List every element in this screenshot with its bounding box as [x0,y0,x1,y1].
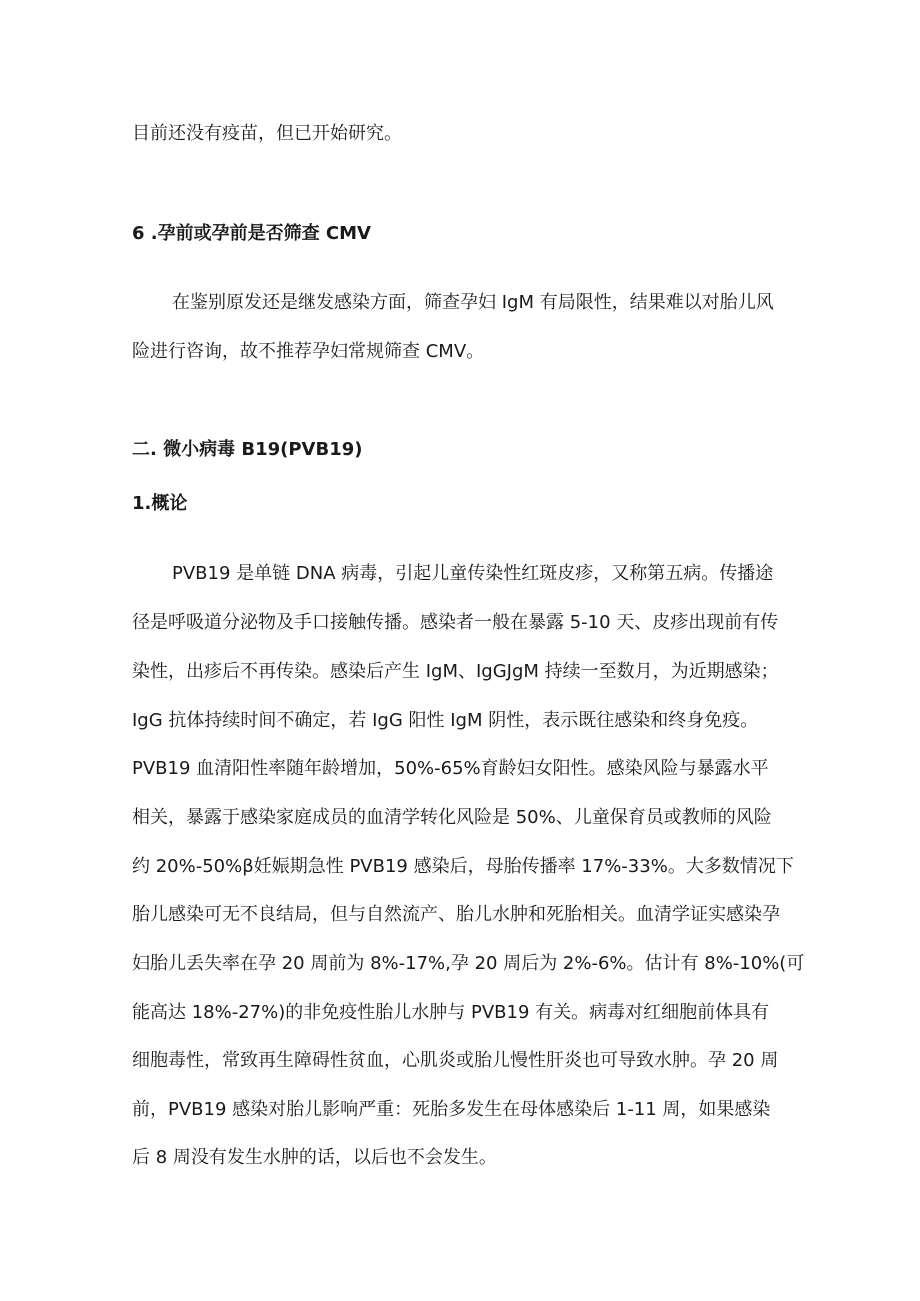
paragraph-line: 在鉴别原发还是继发感染方面，筛查孕妇 IgM 有局限性，结果难以对胎儿风 [172,292,774,313]
paragraph-line: 妇胎儿丢失率在孕 20 周前为 8%-17%,孕 20 周后为 2%-6%。估计有 8%-10%(可 [132,953,805,974]
paragraph-line: 后 8 周没有发生水肿的话，以后也不会发生。 [132,1147,497,1168]
paragraph-line: 约 20%-50%β妊娠期急性 PVB19 感染后，母胎传播率 17%-33%。大多数情况下 [132,856,794,877]
paragraph-line: 能高达 18%-27%)的非免疫性胎儿水肿与 PVB19 有关。病毒对红细胞前体具有 [132,1002,770,1023]
paragraph-line: PVB19 是单链 DNA 病毒，引起儿童传染性红斑皮疹，又称第五病。传播途 [172,563,774,584]
section-two-heading: 二. 微小病毒 B19(PVB19) [132,439,363,460]
paragraph-line: 染性，出疹后不再传染。感染后产生 IgM、IgGJgM 持续一至数月，为近期感染； [132,661,779,682]
paragraph-line: 胎儿感染可无不良结局，但与自然流产、胎儿水肿和死胎相关。血清学证实感染孕 [132,904,780,925]
intro-text: 目前还没有疫苗，但已开始研究。 [132,123,402,144]
paragraph-line: PVB19 血清阳性率随年龄增加，50%-65%育龄妇女阳性。感染风险与暴露水平 [132,758,769,779]
paragraph-line: 相关，暴露于感染家庭成员的血清学转化风险是 50%、儿童保育员或教师的风险 [132,807,772,828]
section-two-subheading: 1.概论 [132,493,188,514]
section-6-heading: 6 .孕前或孕前是否筛查 CMV [132,223,371,244]
paragraph-line: 险进行咨询，故不推荐孕妇常规筛查 CMV。 [132,341,485,362]
paragraph-line: IgG 抗体持续时间不确定，若 IgG 阳性 IgM 阴性，表示既往感染和终身免疫。 [132,710,759,731]
paragraph-line: 前，PVB19 感染对胎儿影响严重：死胎多发生在母体感染后 1-11 周，如果感染 [132,1099,771,1120]
paragraph-line: 径是呼吸道分泌物及手口接触传播。感染者一般在暴露 5-10 天、皮疹出现前有传 [132,612,779,633]
paragraph-line: 细胞毒性，常致再生障碍性贫血，心肌炎或胎儿慢性肝炎也可导致水肿。孕 20 周 [132,1050,779,1071]
